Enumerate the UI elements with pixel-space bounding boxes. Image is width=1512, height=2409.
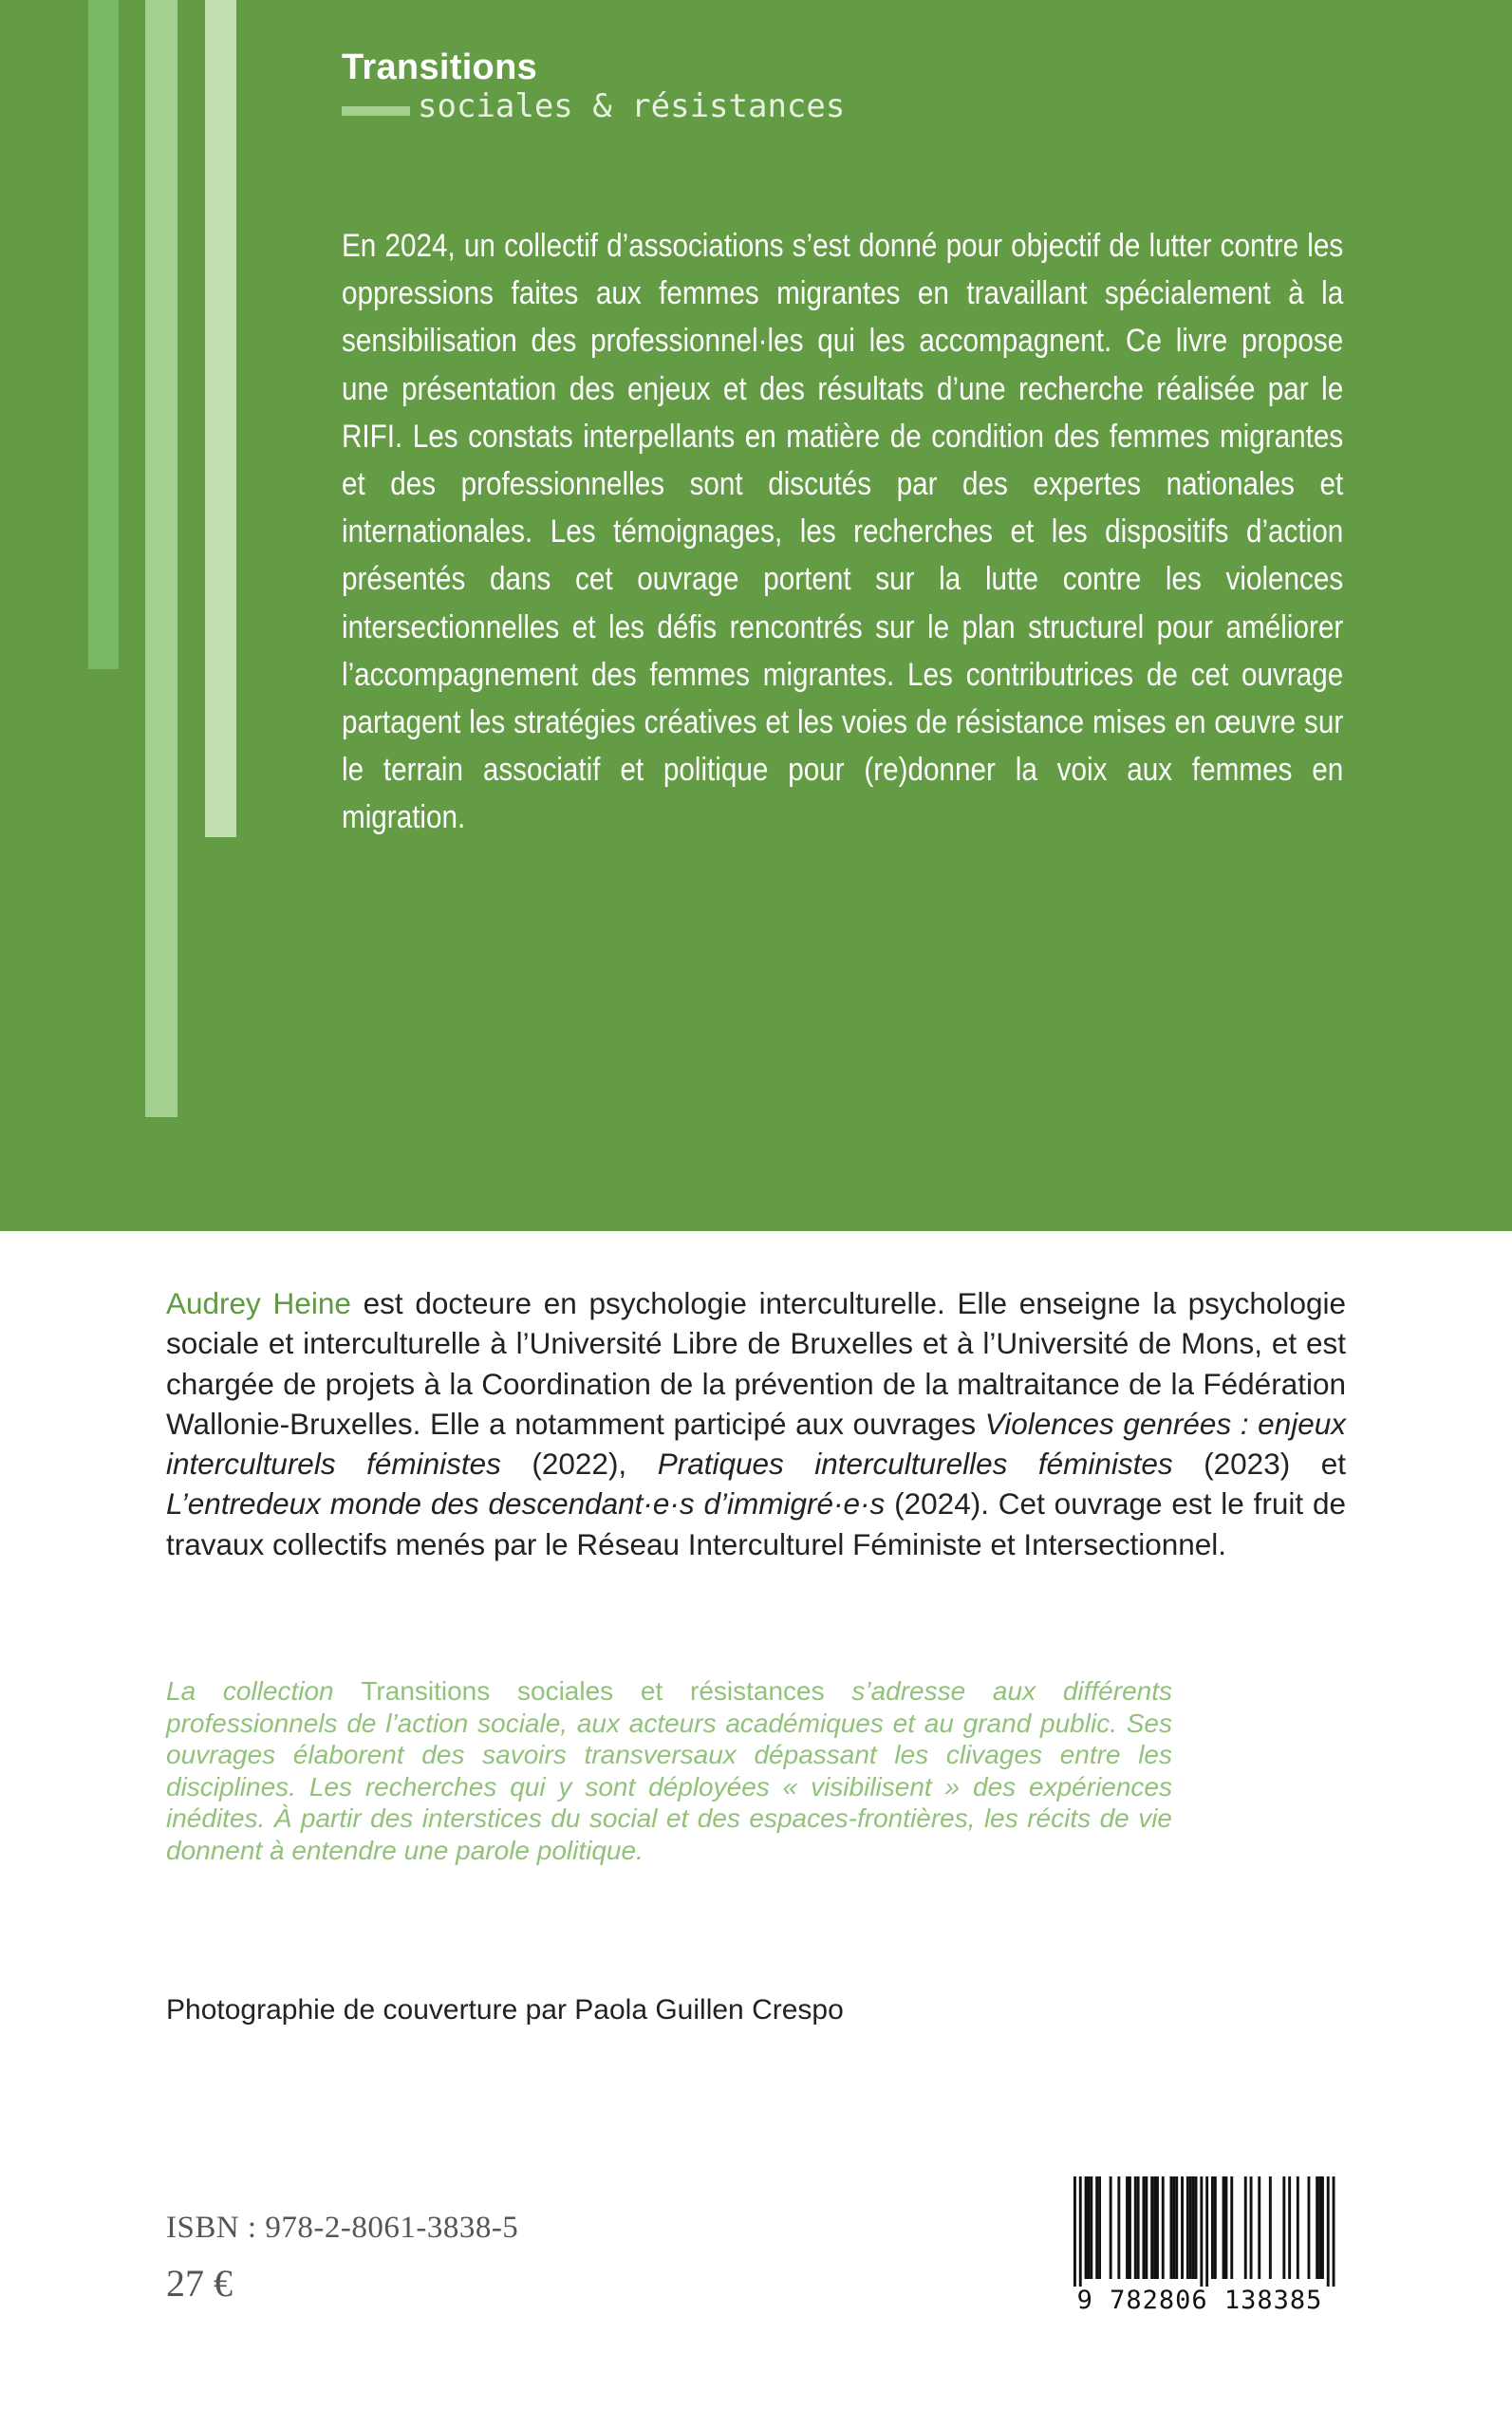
barcode-bar — [1175, 2176, 1178, 2279]
barcode-bar — [1145, 2176, 1148, 2279]
barcode-bar — [1214, 2176, 1217, 2279]
barcode-bar — [1192, 2176, 1195, 2279]
series-logo — [342, 47, 846, 125]
barcode-bars — [1059, 2173, 1340, 2287]
barcode-bar — [1211, 2176, 1214, 2279]
barcode-bar — [1288, 2176, 1291, 2279]
barcode-bar — [1126, 2176, 1129, 2279]
barcode-bar — [1200, 2176, 1203, 2287]
decorative-stripe-3 — [205, 0, 236, 837]
bio-text-1: est docteure en psychologie interculturelle. Elle enseigne la psychologie sociale et interculturelle à l’Université Libre de Bruxelles et à l’Université de Mons, et est chargée de projets à la Coordination de la prévention de la maltraitance de la Fédération Wallonie-Bruxelles. Elle a notamment participé aux ouvrages — [166, 1286, 1346, 1441]
author-name: Audrey Heine — [166, 1286, 351, 1320]
series-title: Transitions — [342, 47, 538, 87]
barcode-bar — [1150, 2176, 1153, 2279]
series-underline — [342, 106, 410, 116]
isbn: ISBN : 978-2-8061-3838-5 — [166, 2211, 519, 2245]
series-subtitle: sociales & résistances — [418, 87, 846, 125]
collection-description — [166, 1675, 1172, 1867]
barcode-bar — [1162, 2176, 1165, 2279]
barcode-bar — [1156, 2176, 1159, 2279]
barcode-bar — [1090, 2176, 1092, 2279]
barcode-bar — [1117, 2176, 1120, 2279]
barcode-bar — [1327, 2176, 1330, 2287]
barcode-digits: 9 782806 138385 — [1076, 2286, 1323, 2315]
barcode-bar — [1225, 2176, 1228, 2279]
barcode-bar — [1095, 2176, 1098, 2279]
bio-book-title-2: Pratiques interculturelles féministes — [657, 1447, 1173, 1482]
barcode-bar — [1316, 2176, 1318, 2279]
price: 27 € — [166, 2262, 233, 2305]
barcode-bar — [1143, 2176, 1146, 2279]
barcode-bar — [1318, 2176, 1321, 2279]
barcode-bar — [1186, 2176, 1189, 2279]
bio-text-3: (2023) et — [1172, 1447, 1346, 1482]
collection-name: Transitions sociales et résistances — [361, 1676, 825, 1706]
barcode-bar — [1269, 2176, 1272, 2279]
bio-book-title-3: L’entredeux monde des descendant·e·s d’immigré·e·s — [166, 1486, 886, 1522]
barcode-bar — [1134, 2176, 1137, 2279]
decorative-stripe-1 — [88, 0, 119, 669]
bio-text-4: (2024). Cet ouvrage est le fruit de travaux collectifs menés par le Réseau Interculturel Féministe et Intersectionnel. — [166, 1486, 1346, 1561]
barcode-bar — [1073, 2176, 1076, 2287]
barcode-bar — [1153, 2176, 1156, 2279]
barcode-bar — [1244, 2176, 1247, 2279]
barcode-bar — [1088, 2176, 1091, 2279]
bio-text-2: (2022), — [500, 1447, 658, 1482]
barcode-bar — [1250, 2176, 1253, 2279]
back-cover-blurb: En 2024, un collectif d’associations s’est donné pour objectif de lutter contre les oppressions faites aux femmes migrantes en travaillant spécialement à la sensibilisation des professionnel·les qui les accompagnent. Ce livre propose une présentation des enjeux et des résultats d’une recherche réalisée par le RIFI. Les constats interpellants en matière de condition des femmes migrantes et des professionnelles sont discutés par des expertes nationales et internationales. Les témoignages, les recherches et les dispositifs d’action présentés dans cet ouvrage portent sur la lutte contre les violences intersectionnelles et les défis rencontrés sur le plan structurel pour améliorer l’accompagnement des femmes migrantes. Les contributrices de cet ouvrage partagent les stratégies créatives et les voies de résistance mises en œuvre sur le terrain associatif et politique pour (re)donner la voix aux femmes en migration. — [342, 228, 1344, 836]
barcode-bar — [1189, 2176, 1192, 2279]
barcode-bar — [1230, 2176, 1233, 2279]
bio-book-title-1: Violences genrées : enjeux interculturels féministes — [166, 1406, 1346, 1482]
author-bio — [166, 1283, 1346, 1564]
decorative-stripe-2 — [145, 0, 177, 1117]
collection-text-1: La collection — [166, 1676, 362, 1706]
barcode — [1059, 2173, 1340, 2317]
collection-text-2: s’adresse aux différents professionnels de l’action sociale, aux acteurs académiques et au grand public. Ses ouvrages élaborent des savoirs transversaux dépassant les clivages entre les disciplines. Les recherches qui y sont déployées « visibilisent » des expériences inédites. À partir des interstices du social et des espaces-frontières, les récits de vie donnent à entendre une parole politique. — [166, 1676, 1172, 1865]
photo-credit: Photographie de couverture par Paola Guillen Crespo — [166, 1994, 844, 2026]
barcode-bar — [1085, 2176, 1088, 2279]
barcode-bar — [1258, 2176, 1260, 2279]
barcode-bar — [1223, 2176, 1225, 2279]
barcode-bar — [1129, 2176, 1131, 2279]
barcode-bar — [1297, 2176, 1299, 2279]
barcode-bar — [1079, 2176, 1082, 2287]
barcode-bar — [1333, 2176, 1335, 2287]
barcode-bar — [1110, 2176, 1112, 2279]
barcode-bar — [1195, 2176, 1198, 2279]
barcode-bar — [1172, 2176, 1175, 2279]
barcode-bar — [1282, 2176, 1285, 2279]
barcode-bar — [1308, 2176, 1311, 2279]
barcode-bar — [1321, 2176, 1324, 2279]
barcode-bar — [1170, 2176, 1173, 2279]
barcode-bar — [1205, 2176, 1208, 2287]
barcode-bar — [1181, 2176, 1184, 2279]
barcode-bar — [1098, 2176, 1101, 2279]
barcode-bar — [1137, 2176, 1140, 2279]
